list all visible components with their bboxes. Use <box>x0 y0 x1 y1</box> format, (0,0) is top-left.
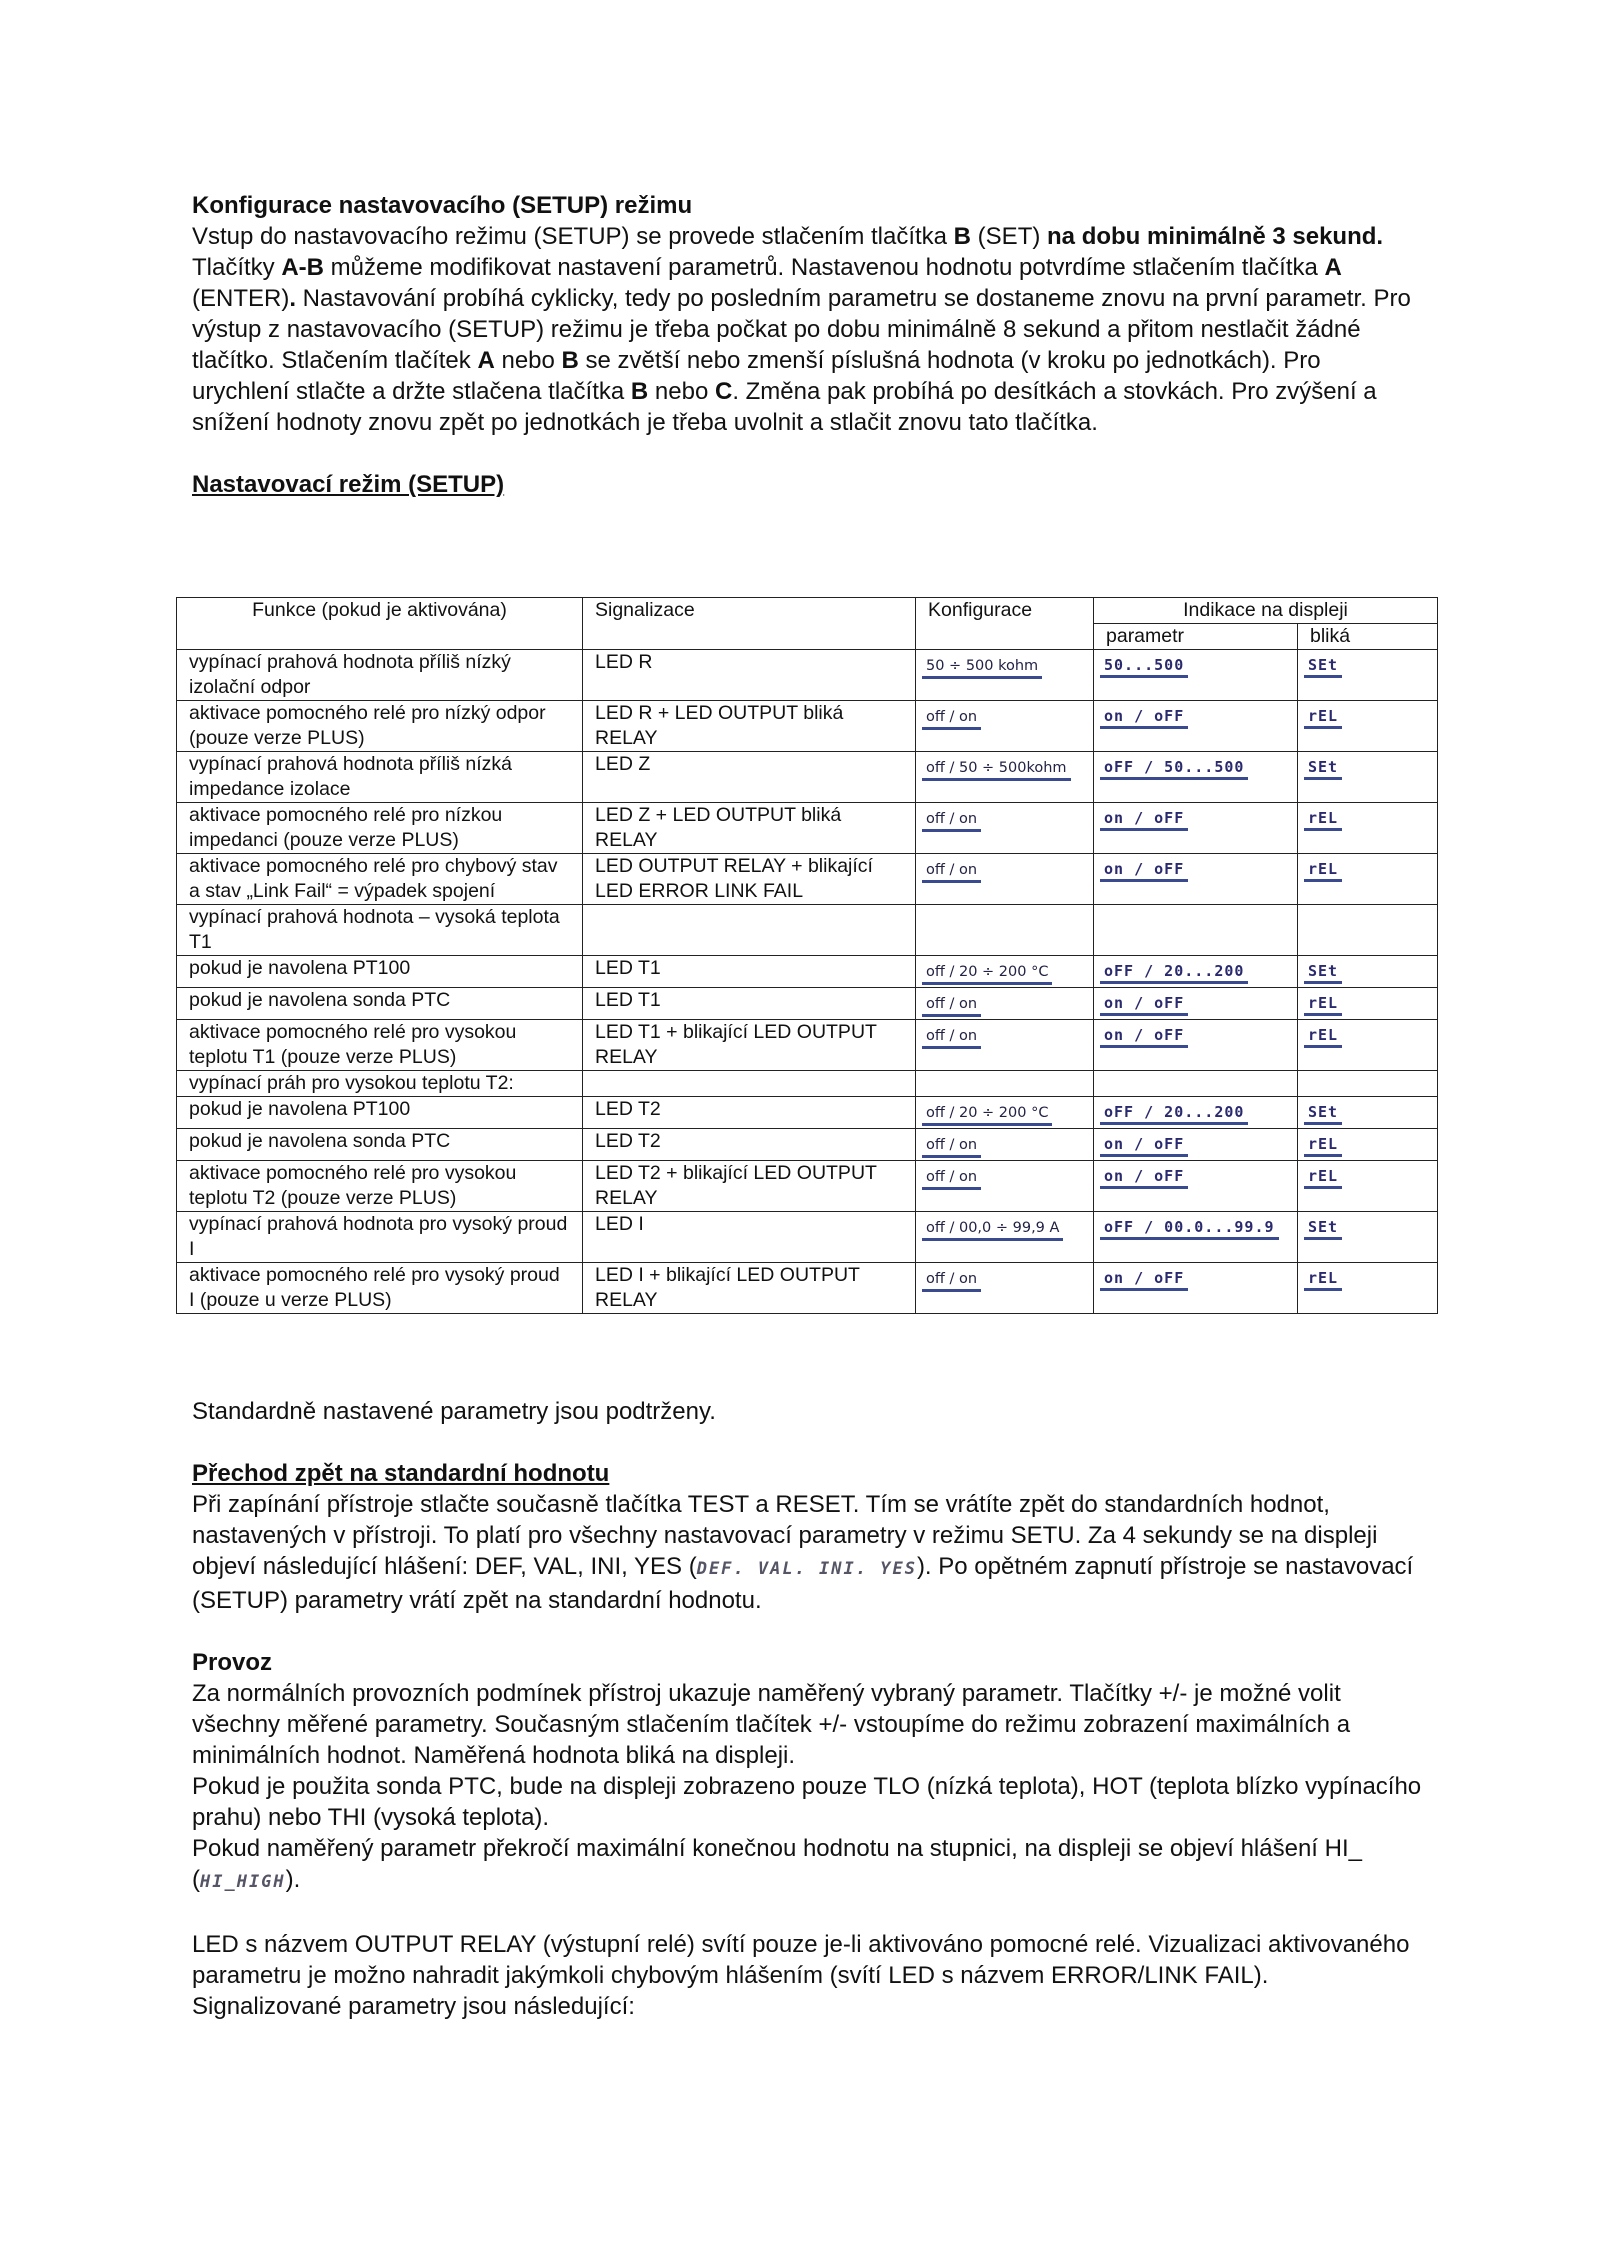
cell-konfigurace-display: off / 20 ÷ 200 °C <box>922 1104 1052 1126</box>
cell-parametr <box>1094 905 1298 956</box>
table-row <box>177 1263 1438 1314</box>
cell-konfigurace <box>916 1212 1094 1263</box>
cell-funkce: aktivace pomocného relé pro vysoký proud I (pouze u verze PLUS) <box>177 1263 583 1314</box>
cell-konfigurace-display: off / 50 ÷ 500kohm <box>922 759 1071 781</box>
cell-funkce: pokud je navolena sonda PTC <box>177 988 583 1020</box>
cell-parametr <box>1094 650 1298 701</box>
cell-signalizace: LED T2 <box>583 1097 916 1129</box>
cell-blika-display: rEL <box>1304 1135 1342 1157</box>
button-b-ref: B <box>953 223 972 250</box>
cell-blika-display: SEt <box>1304 758 1342 780</box>
text-run: (ENTER) <box>192 285 290 312</box>
cell-funkce: pokud je navolena sonda PTC <box>177 1129 583 1161</box>
cell-konfigurace-display: off / on <box>922 1168 981 1190</box>
cell-blika <box>1298 1097 1438 1129</box>
cell-parametr <box>1094 1212 1298 1263</box>
table-row <box>177 701 1438 752</box>
cell-funkce: vypínací prahová hodnota pro vysoký proud I <box>177 1212 583 1263</box>
cell-parametr-display: oFF / 20...200 <box>1100 962 1248 984</box>
cell-parametr-display: on / oFF <box>1100 860 1188 882</box>
cell-parametr <box>1094 1129 1298 1161</box>
cell-blika-display: rEL <box>1304 809 1342 831</box>
cell-parametr <box>1094 1161 1298 1212</box>
text-run: . <box>289 285 296 312</box>
table-row <box>177 956 1438 988</box>
cell-parametr <box>1094 988 1298 1020</box>
cell-parametr-display: on / oFF <box>1100 1135 1188 1157</box>
text-run: nebo <box>494 347 562 374</box>
provoz-paragraph-4: LED s názvem OUTPUT RELAY (výstupní relé) svítí pouze je-li aktivováno pomocné relé. Vizualizaci aktivovaného parametru je možno nahradit jakýmkoli chybovým hlášením (svítí LED s názvem ERROR/LINK FAIL). Signalizované parametry jsou následující: <box>192 1931 1410 2020</box>
cell-funkce: vypínací prahová hodnota příliš nízký izolační odpor <box>177 650 583 701</box>
cell-blika <box>1298 752 1438 803</box>
cell-parametr-display: on / oFF <box>1100 1026 1188 1048</box>
button-c-ref: C <box>714 378 733 405</box>
spacer <box>192 438 1422 469</box>
cell-blika <box>1298 1071 1438 1097</box>
cell-funkce: pokud je navolena PT100 <box>177 956 583 988</box>
cell-blika <box>1298 1161 1438 1212</box>
cell-blika <box>1298 701 1438 752</box>
table-row <box>177 1212 1438 1263</box>
cell-konfigurace <box>916 1071 1094 1097</box>
cell-parametr-display: 50...500 <box>1100 656 1188 678</box>
cell-konfigurace <box>916 1020 1094 1071</box>
cell-funkce: pokud je navolena PT100 <box>177 1097 583 1129</box>
table-row <box>177 1071 1438 1097</box>
cell-signalizace: LED T2 + blikající LED OUTPUT RELAY <box>583 1161 916 1212</box>
spacer <box>192 1616 1422 1647</box>
cell-signalizace: LED Z + LED OUTPUT bliká RELAY <box>583 803 916 854</box>
cell-konfigurace-display: off / on <box>922 861 981 883</box>
cell-signalizace: LED OUTPUT RELAY + blikající LED ERROR LINK FAIL <box>583 854 916 905</box>
cell-blika <box>1298 854 1438 905</box>
table-body <box>177 650 1438 1314</box>
button-a-ref: A <box>1324 254 1342 281</box>
cell-blika-display: SEt <box>1304 962 1342 984</box>
provoz-paragraph-2: Pokud je použita sonda PTC, bude na displeji zobrazeno pouze TLO (nízká teplota), HOT (teplota blízko vypínacího prahu) nebo THI (vysoká teplota). <box>192 1773 1422 1831</box>
cell-konfigurace-display: off / 20 ÷ 200 °C <box>922 963 1052 985</box>
cell-parametr <box>1094 1020 1298 1071</box>
lcd-default-message: DEF. VAL. INI. YES <box>696 1559 917 1579</box>
cell-blika-display: SEt <box>1304 1218 1342 1240</box>
cell-blika <box>1298 803 1438 854</box>
col-header-signalizace: Signalizace <box>583 598 916 650</box>
cell-signalizace: LED T1 + blikající LED OUTPUT RELAY <box>583 1020 916 1071</box>
text-run: ). <box>285 1866 301 1893</box>
cell-konfigurace <box>916 854 1094 905</box>
cell-funkce: aktivace pomocného relé pro vysokou teplotu T1 (pouze verze PLUS) <box>177 1020 583 1071</box>
text-run: Tlačítky <box>192 254 282 281</box>
cell-parametr-display: oFF / 50...500 <box>1100 758 1248 780</box>
cell-konfigurace-display: 50 ÷ 500 kohm <box>922 657 1042 679</box>
cell-blika-display: rEL <box>1304 1167 1342 1189</box>
defaults-note: Standardně nastavené parametry jsou podtrženy. <box>192 1398 716 1425</box>
table-row <box>177 1097 1438 1129</box>
cell-signalizace <box>583 905 916 956</box>
cell-blika <box>1298 1263 1438 1314</box>
cell-blika <box>1298 956 1438 988</box>
setup-parameters-table <box>176 597 1438 1314</box>
cell-parametr-display: on / oFF <box>1100 707 1188 729</box>
setup-config-heading: Konfigurace nastavovacího (SETUP) režimu <box>192 192 693 219</box>
text-run: ). Po opětném zapnutí přístroje se nastavovací (SETUP) parametry vrátí zpět na standardní hodnotu. <box>192 1553 1414 1614</box>
table-row <box>177 803 1438 854</box>
cell-parametr <box>1094 803 1298 854</box>
cell-signalizace: LED R <box>583 650 916 701</box>
setup-mode-heading: Nastavovací režim (SETUP) <box>192 471 505 498</box>
button-ab-ref: A-B <box>281 254 324 281</box>
cell-konfigurace-display: off / on <box>922 1136 981 1158</box>
cell-parametr-display: on / oFF <box>1100 809 1188 831</box>
cell-konfigurace-display: off / on <box>922 810 981 832</box>
provoz-paragraph-3 <box>192 1833 1422 1898</box>
cell-konfigurace <box>916 905 1094 956</box>
cell-konfigurace-display: off / on <box>922 708 981 730</box>
cell-konfigurace <box>916 1097 1094 1129</box>
cell-blika-display: rEL <box>1304 707 1342 729</box>
col-header-blika: bliká <box>1298 624 1438 650</box>
cell-blika-display: SEt <box>1304 1103 1342 1125</box>
cell-signalizace: LED Z <box>583 752 916 803</box>
cell-konfigurace <box>916 1263 1094 1314</box>
cell-signalizace: LED T1 <box>583 956 916 988</box>
cell-blika-display: rEL <box>1304 1026 1342 1048</box>
cell-blika-display: rEL <box>1304 860 1342 882</box>
button-b-ref: B <box>561 347 579 374</box>
document-page <box>192 190 1422 500</box>
cell-blika <box>1298 905 1438 956</box>
provoz-paragraph-1: Za normálních provozních podmínek přístroj ukazuje naměřený vybraný parametr. Tlačítky +/- je možné volit všechny měřené parametry. Současným stlačením tlačítek +/- vstoupíme do režimu zobrazení maximálních a minimálních hodnot. Naměřená hodnota bliká na displeji. <box>192 1680 1351 1769</box>
text-run: Při zapínání přístroje stlačte současně tlačítka TEST a RESET. Tím se vrátíte zpět do standardních hodnot, nastavených v přístroji. To platí pro všechny nastavovací parametry v režimu SETU. Za 4 sekundy se na displeji objeví následující hlášení: DEF, VAL, INI, YES ( <box>192 1491 1378 1580</box>
col-header-funkce: Funkce (pokud je aktivována) <box>177 598 583 650</box>
cell-blika <box>1298 1129 1438 1161</box>
text-run: (SET) <box>971 223 1048 250</box>
cell-funkce: aktivace pomocného relé pro nízkou impedanci (pouze verze PLUS) <box>177 803 583 854</box>
cell-parametr <box>1094 1071 1298 1097</box>
text-run: můžeme modifikovat nastavení parametrů. Nastavenou hodnotu potvrdíme stlačením tlačítka <box>324 254 1325 281</box>
cell-konfigurace <box>916 803 1094 854</box>
cell-konfigurace <box>916 1129 1094 1161</box>
table-row <box>177 1020 1438 1071</box>
spacer <box>192 1898 1422 1929</box>
cell-funkce: vypínací práh pro vysokou teplotu T2: <box>177 1071 583 1097</box>
cell-funkce: aktivace pomocného relé pro chybový stav a stav „Link Fail“ = výpadek spojení <box>177 854 583 905</box>
button-b-ref: B <box>630 378 649 405</box>
cell-parametr <box>1094 1263 1298 1314</box>
cell-parametr-display: oFF / 00.0...99.9 <box>1100 1218 1279 1240</box>
cell-konfigurace <box>916 1161 1094 1212</box>
text-run: se zvětší nebo zmenší píslušná hodnota (v kroku po jednotkách). Pro urychlení stlačte a držte stlačena tlačítka <box>192 347 1321 405</box>
cell-konfigurace-display: off / on <box>922 995 981 1017</box>
table-row <box>177 905 1438 956</box>
cell-konfigurace-display: off / on <box>922 1027 981 1049</box>
cell-parametr <box>1094 854 1298 905</box>
reset-heading: Přechod zpět na standardní hodnotu <box>192 1460 610 1487</box>
cell-signalizace: LED I <box>583 1212 916 1263</box>
cell-signalizace: LED I + blikající LED OUTPUT RELAY <box>583 1263 916 1314</box>
text-run: nebo <box>648 378 715 405</box>
cell-blika-display: SEt <box>1304 656 1342 678</box>
setup-buttons-paragraph <box>192 252 1422 438</box>
text-run: . Změna pak probíhá po desítkách a stovkách. Pro zvýšení a snížení hodnoty znovu zpět po jednotkách je třeba uvolnit a stlačit znovu tato tlačítka. <box>192 378 1377 436</box>
reset-paragraph <box>192 1489 1422 1616</box>
table-row <box>177 1161 1438 1212</box>
cell-konfigurace <box>916 956 1094 988</box>
cell-konfigurace-display: off / on <box>922 1270 981 1292</box>
spacer <box>192 1427 1422 1458</box>
cell-blika <box>1298 1020 1438 1071</box>
button-a-ref: A <box>477 347 495 374</box>
cell-funkce: aktivace pomocného relé pro vysokou teplotu T2 (pouze verze PLUS) <box>177 1161 583 1212</box>
cell-konfigurace <box>916 650 1094 701</box>
cell-parametr-display: on / oFF <box>1100 1167 1188 1189</box>
cell-konfigurace <box>916 988 1094 1020</box>
table-row <box>177 650 1438 701</box>
table-row <box>177 854 1438 905</box>
cell-konfigurace <box>916 701 1094 752</box>
table-row <box>177 752 1438 803</box>
cell-funkce: aktivace pomocného relé pro nízký odpor (pouze verze PLUS) <box>177 701 583 752</box>
cell-parametr <box>1094 752 1298 803</box>
cell-parametr <box>1094 701 1298 752</box>
cell-konfigurace <box>916 752 1094 803</box>
setup-entry-paragraph <box>192 221 1422 252</box>
cell-parametr-display: oFF / 20...200 <box>1100 1103 1248 1125</box>
col-header-parametr: parametr <box>1094 624 1298 650</box>
cell-signalizace: LED R + LED OUTPUT bliká RELAY <box>583 701 916 752</box>
table-row <box>177 1129 1438 1161</box>
provoz-heading: Provoz <box>192 1649 273 1676</box>
cell-konfigurace-display: off / 00,0 ÷ 99,9 A <box>922 1219 1063 1241</box>
cell-blika <box>1298 988 1438 1020</box>
text-run: Pokud naměřený parametr překročí maximální konečnou hodnotu na stupnici, na displeji se objeví hlášení HI_ ( <box>192 1835 1362 1893</box>
duration-emphasis: na dobu minimálně 3 sekund. <box>1047 223 1384 250</box>
text-run: Nastavování probíhá cyklicky, tedy po posledním parametru se dostaneme znovu na první parametr. Pro výstup z nastavovacího (SETUP) režimu je třeba počkat po dobu minimálně 8 sekund a přitom nestlačit žádné tlačítko. Stlačením tlačítek <box>192 285 1411 374</box>
document-lower-section <box>192 1396 1422 2022</box>
cell-signalizace: LED T1 <box>583 988 916 1020</box>
cell-blika <box>1298 650 1438 701</box>
cell-blika-display: rEL <box>1304 994 1342 1016</box>
cell-parametr-display: on / oFF <box>1100 1269 1188 1291</box>
table-row <box>177 988 1438 1020</box>
table-header-row <box>177 598 1438 624</box>
cell-parametr-display: on / oFF <box>1100 994 1188 1016</box>
cell-blika-display: rEL <box>1304 1269 1342 1291</box>
cell-parametr <box>1094 956 1298 988</box>
cell-parametr <box>1094 1097 1298 1129</box>
col-header-indikace: Indikace na displeji <box>1094 598 1438 624</box>
text-run: Vstup do nastavovacího režimu (SETUP) se provede stlačením tlačítka <box>192 223 954 250</box>
cell-funkce: vypínací prahová hodnota – vysoká teplota T1 <box>177 905 583 956</box>
cell-signalizace <box>583 1071 916 1097</box>
cell-blika <box>1298 1212 1438 1263</box>
lcd-high-message: HI_HIGH <box>200 1872 286 1892</box>
cell-funkce: vypínací prahová hodnota příliš nízká impedance izolace <box>177 752 583 803</box>
cell-signalizace: LED T2 <box>583 1129 916 1161</box>
col-header-konfigurace: Konfigurace <box>916 598 1094 650</box>
